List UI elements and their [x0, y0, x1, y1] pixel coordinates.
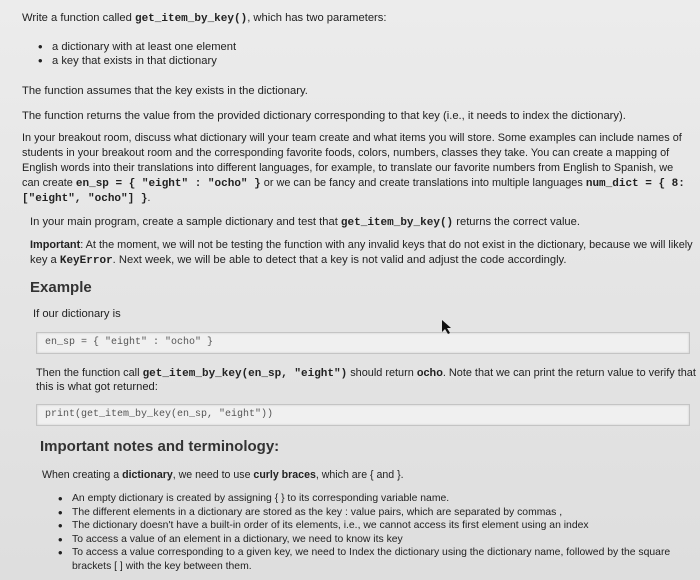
inline-code: ["eight", "ocho"] } [22, 193, 148, 205]
breakout-line [22, 176, 685, 191]
then-line: this is what got returned: [36, 381, 158, 393]
list-item: • The different elements in a dictionary are stored as the key : value pairs, which are separated by commas , [54, 506, 670, 520]
text: In your main program, create a sample dictionary and test that [30, 216, 341, 228]
text: : At the moment, we will not be testing the function with any invalid keys that do not exist in the dictionary, because we will likely [80, 239, 693, 251]
text: dictionary [122, 469, 173, 481]
list-item: • a dictionary with at least one element [34, 40, 236, 54]
returns-text: The function returns the value from the provided dictionary corresponding to that key (i.e., it needs to index the dictionary). [22, 110, 626, 122]
text: can create [22, 177, 76, 189]
example-intro: If our dictionary is [33, 308, 121, 320]
notes-intro [42, 468, 404, 482]
code-block: en_sp = { "eight" : "ocho" } [36, 332, 690, 354]
main-program-text [30, 215, 580, 230]
breakout-line: students in your breakout room and the corresponding favorite foods, colors, numbers, classes they take. You can create a mapping of [22, 147, 670, 159]
notes-heading: Important notes and terminology: [40, 438, 280, 455]
list-item: • An empty dictionary is created by assigning { } to its corresponding variable name. [54, 492, 670, 506]
list-item: • To access a value corresponding to a given key, we need to Index the dictionary using the dictionary name, followed by the square [54, 546, 670, 560]
text: key a [30, 254, 60, 266]
notes-list [54, 492, 670, 574]
then-line [36, 366, 696, 381]
intro-text-end: , which has two parameters: [247, 12, 387, 24]
list-item: • a key that exists in that dictionary [34, 54, 236, 68]
example-heading: Example [30, 279, 92, 296]
inline-code: get_item_by_key(en_sp, "eight") [142, 368, 348, 380]
text: . [147, 192, 151, 204]
text: curly braces [253, 469, 316, 481]
inline-code: KeyError [59, 255, 113, 267]
breakout-line: English words into their translations into different languages, for example, to translate our favorite numbers from English to Spanish, we [22, 162, 674, 174]
inline-code: get_item_by_key() [340, 217, 454, 229]
text: . Note that we can print the return value to verify that [442, 367, 696, 379]
important-line [30, 253, 566, 268]
list-item-continuation: brackets [ ] with the key between them. [72, 560, 252, 572]
text: , which are { and }. [315, 469, 404, 481]
list-item: • The dictionary doesn't have a built-in order of its elements, i.e., we cannot access its first element using an index [54, 519, 670, 533]
return-value: ocho [416, 367, 443, 379]
inline-code: num_dict = { 8: [585, 178, 685, 190]
parameters-list [34, 40, 236, 68]
important-label: Important [30, 239, 81, 251]
important-line [30, 238, 693, 252]
assumption-text: The function assumes that the key exists in the dictionary. [22, 85, 308, 97]
intro-line [22, 11, 386, 26]
intro-text: Write a function called [22, 12, 135, 24]
code-block: print(get_item_by_key(en_sp, "eight")) [36, 404, 690, 426]
text: , we need to use [172, 469, 254, 481]
list-item: • To access a value of an element in a dictionary, we need to know its key [54, 533, 670, 547]
breakout-line [22, 191, 151, 206]
inline-code: en_sp = { "eight" : "ocho" } [75, 178, 261, 190]
text: When creating a [42, 469, 123, 481]
text: . Next week, we will be able to detect that a key is not valid and adjust the code accordingly. [112, 254, 567, 266]
text: returns the correct value. [453, 216, 580, 228]
breakout-line: In your breakout room, discuss what dictionary will your team create and what items you will store. Some examples can include names of [22, 132, 682, 144]
text: should return [347, 367, 417, 379]
text: or we can be fancy and create translations into multiple languages [260, 177, 586, 189]
mouse-cursor-icon [440, 318, 454, 336]
function-name: get_item_by_key() [134, 13, 248, 25]
text: Then the function call [36, 367, 143, 379]
